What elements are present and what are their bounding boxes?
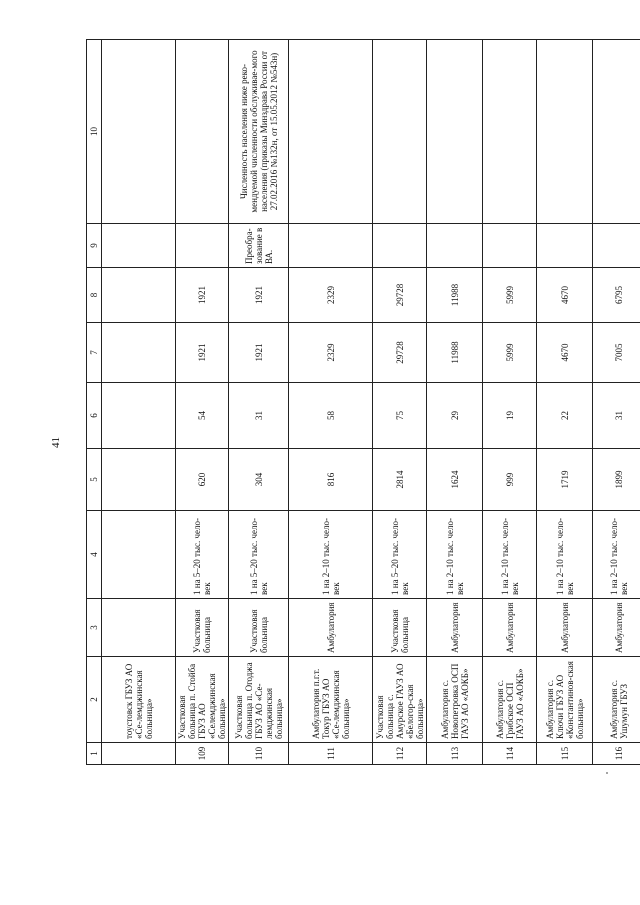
table-cell: 6795 (593, 268, 640, 323)
table-cell (289, 224, 373, 268)
table-cell: 5999 (483, 268, 537, 323)
column-header: 2 (87, 657, 102, 743)
table-cell: 114 (483, 743, 537, 765)
table-cell: 31 (229, 383, 289, 449)
column-header: 5 (87, 449, 102, 511)
page-number: 41 (50, 437, 62, 448)
table-cell (427, 40, 483, 224)
scan-speck (606, 772, 608, 774)
table-cell: Амбулатория с. Грибское ОСП ГАУЗ АО «АОКБ» (483, 657, 537, 743)
table-body (102, 40, 640, 765)
table-row (102, 40, 176, 765)
header-row (87, 40, 102, 765)
table-cell: Участковая больница (176, 599, 229, 657)
table-cell: 111 (289, 743, 373, 765)
table-cell: 29728 (373, 268, 427, 323)
table-cell (102, 511, 176, 599)
table-cell (176, 40, 229, 224)
table-cell: 115 (537, 743, 593, 765)
table-row (289, 40, 373, 765)
table-cell (176, 224, 229, 268)
table-cell (289, 40, 373, 224)
table-cell: 1899 (593, 449, 640, 511)
table-cell: 19 (483, 383, 537, 449)
table-cell: 1921 (176, 268, 229, 323)
table-cell: 1 на 2–10 тыс. чело-век (593, 511, 640, 599)
table-cell: 22 (537, 383, 593, 449)
table-cell: 816 (289, 449, 373, 511)
table-cell: 1 на 5–20 тыс. чело-век (373, 511, 427, 599)
table-cell (537, 224, 593, 268)
column-header: 3 (87, 599, 102, 657)
table-cell (102, 599, 176, 657)
table-cell (483, 224, 537, 268)
table-cell (102, 323, 176, 383)
table-cell: 1921 (229, 323, 289, 383)
table-cell: 2329 (289, 268, 373, 323)
table-cell: 4670 (537, 268, 593, 323)
table-cell (102, 224, 176, 268)
table-cell: Амбулатория п.г.т. Токур ГБУЗ АО «Се-лемджинская больница» (289, 657, 373, 743)
table-cell: 1921 (229, 268, 289, 323)
table-cell: 7005 (593, 323, 640, 383)
table-row (427, 40, 483, 765)
table-cell: 110 (229, 743, 289, 765)
hospital-table (86, 39, 640, 765)
table-cell: 1719 (537, 449, 593, 511)
table-cell: Амбулатория (483, 599, 537, 657)
table-cell: Численность населения ниже реко-мендуемой численности обслуживае-мого населения (приказы Минздрава России от 27.02.2016 №132н, от 15.05.2012 №543н) (229, 40, 289, 224)
table-cell: 620 (176, 449, 229, 511)
column-header: 9 (87, 224, 102, 268)
table-cell: Амбулатория (427, 599, 483, 657)
table-wrapper (86, 40, 631, 765)
table-cell: 109 (176, 743, 229, 765)
table-cell: 1 на 2–10 тыс. чело-век (483, 511, 537, 599)
column-header: 4 (87, 511, 102, 599)
table-cell: Участковая больница (373, 599, 427, 657)
table-cell: Преобра-зование в ВА. (229, 224, 289, 268)
table-cell: Участковая больница с. Амурское ГАУЗ АО «Белогор-ская больница» (373, 657, 427, 743)
table-cell: 1 на 2–10 тыс. чело-век (537, 511, 593, 599)
table-cell: 75 (373, 383, 427, 449)
table-cell: 304 (229, 449, 289, 511)
table-cell: Амбулатория (537, 599, 593, 657)
table-cell: 116 (593, 743, 640, 765)
table-cell (483, 40, 537, 224)
table-cell: Участковая больница п. Огоджа ГБУЗ АО «Се-лемджинская больница» (229, 657, 289, 743)
table-cell: 1921 (176, 323, 229, 383)
column-header: 8 (87, 268, 102, 323)
table-cell (427, 224, 483, 268)
table-row (483, 40, 537, 765)
table-cell: 29 (427, 383, 483, 449)
table-row (537, 40, 593, 765)
table-cell: Амбулатория (593, 599, 640, 657)
table-cell (102, 40, 176, 224)
table-cell: 11988 (427, 323, 483, 383)
table-cell: 2329 (289, 323, 373, 383)
table-cell (102, 268, 176, 323)
table-cell: 5999 (483, 323, 537, 383)
table-cell (102, 449, 176, 511)
table-cell (537, 40, 593, 224)
column-header: 1 (87, 743, 102, 765)
table-cell (102, 383, 176, 449)
table-cell: 113 (427, 743, 483, 765)
table-cell: Амбулатория с. Ушумун ГБУЗ (593, 657, 640, 743)
table-cell: Участковая больница п. Стойба ГБУЗ АО «Селемджинская больница» (176, 657, 229, 743)
table-cell: 58 (289, 383, 373, 449)
table-cell (593, 224, 640, 268)
table-row (229, 40, 289, 765)
table-cell (593, 40, 640, 224)
table-row (373, 40, 427, 765)
table-cell: Амбулатория (289, 599, 373, 657)
table-cell: 1624 (427, 449, 483, 511)
table-cell: 29728 (373, 323, 427, 383)
table-cell (373, 40, 427, 224)
table-cell: 54 (176, 383, 229, 449)
table-cell: 4670 (537, 323, 593, 383)
table-row (593, 40, 640, 765)
table-cell: 31 (593, 383, 640, 449)
table-cell (373, 224, 427, 268)
column-header: 10 (87, 40, 102, 224)
column-header: 7 (87, 323, 102, 383)
table-cell: Амбулатория с. Ключи ГБУЗ АО «Константинов-ская больница» (537, 657, 593, 743)
table-row (176, 40, 229, 765)
table-cell: 11988 (427, 268, 483, 323)
table-cell: Амбулатория с. Новопетровка ОСП ГАУЗ АО «АОКБ» (427, 657, 483, 743)
table-cell: 112 (373, 743, 427, 765)
table-cell: 1 на 2–10 тыс. чело-век (289, 511, 373, 599)
column-header: 6 (87, 383, 102, 449)
table-cell: 999 (483, 449, 537, 511)
table-cell (102, 743, 176, 765)
table-cell: 2814 (373, 449, 427, 511)
table-cell: 1 на 2–10 тыс. чело-век (427, 511, 483, 599)
table-cell: 1 на 5–20 тыс. чело-век (229, 511, 289, 599)
table-cell: 1 на 5–20 тыс. чело-век (176, 511, 229, 599)
table-cell: тоустовск ГБУЗ АО «Се-лемджинская больница» (102, 657, 176, 743)
table-cell: Участковая больница (229, 599, 289, 657)
